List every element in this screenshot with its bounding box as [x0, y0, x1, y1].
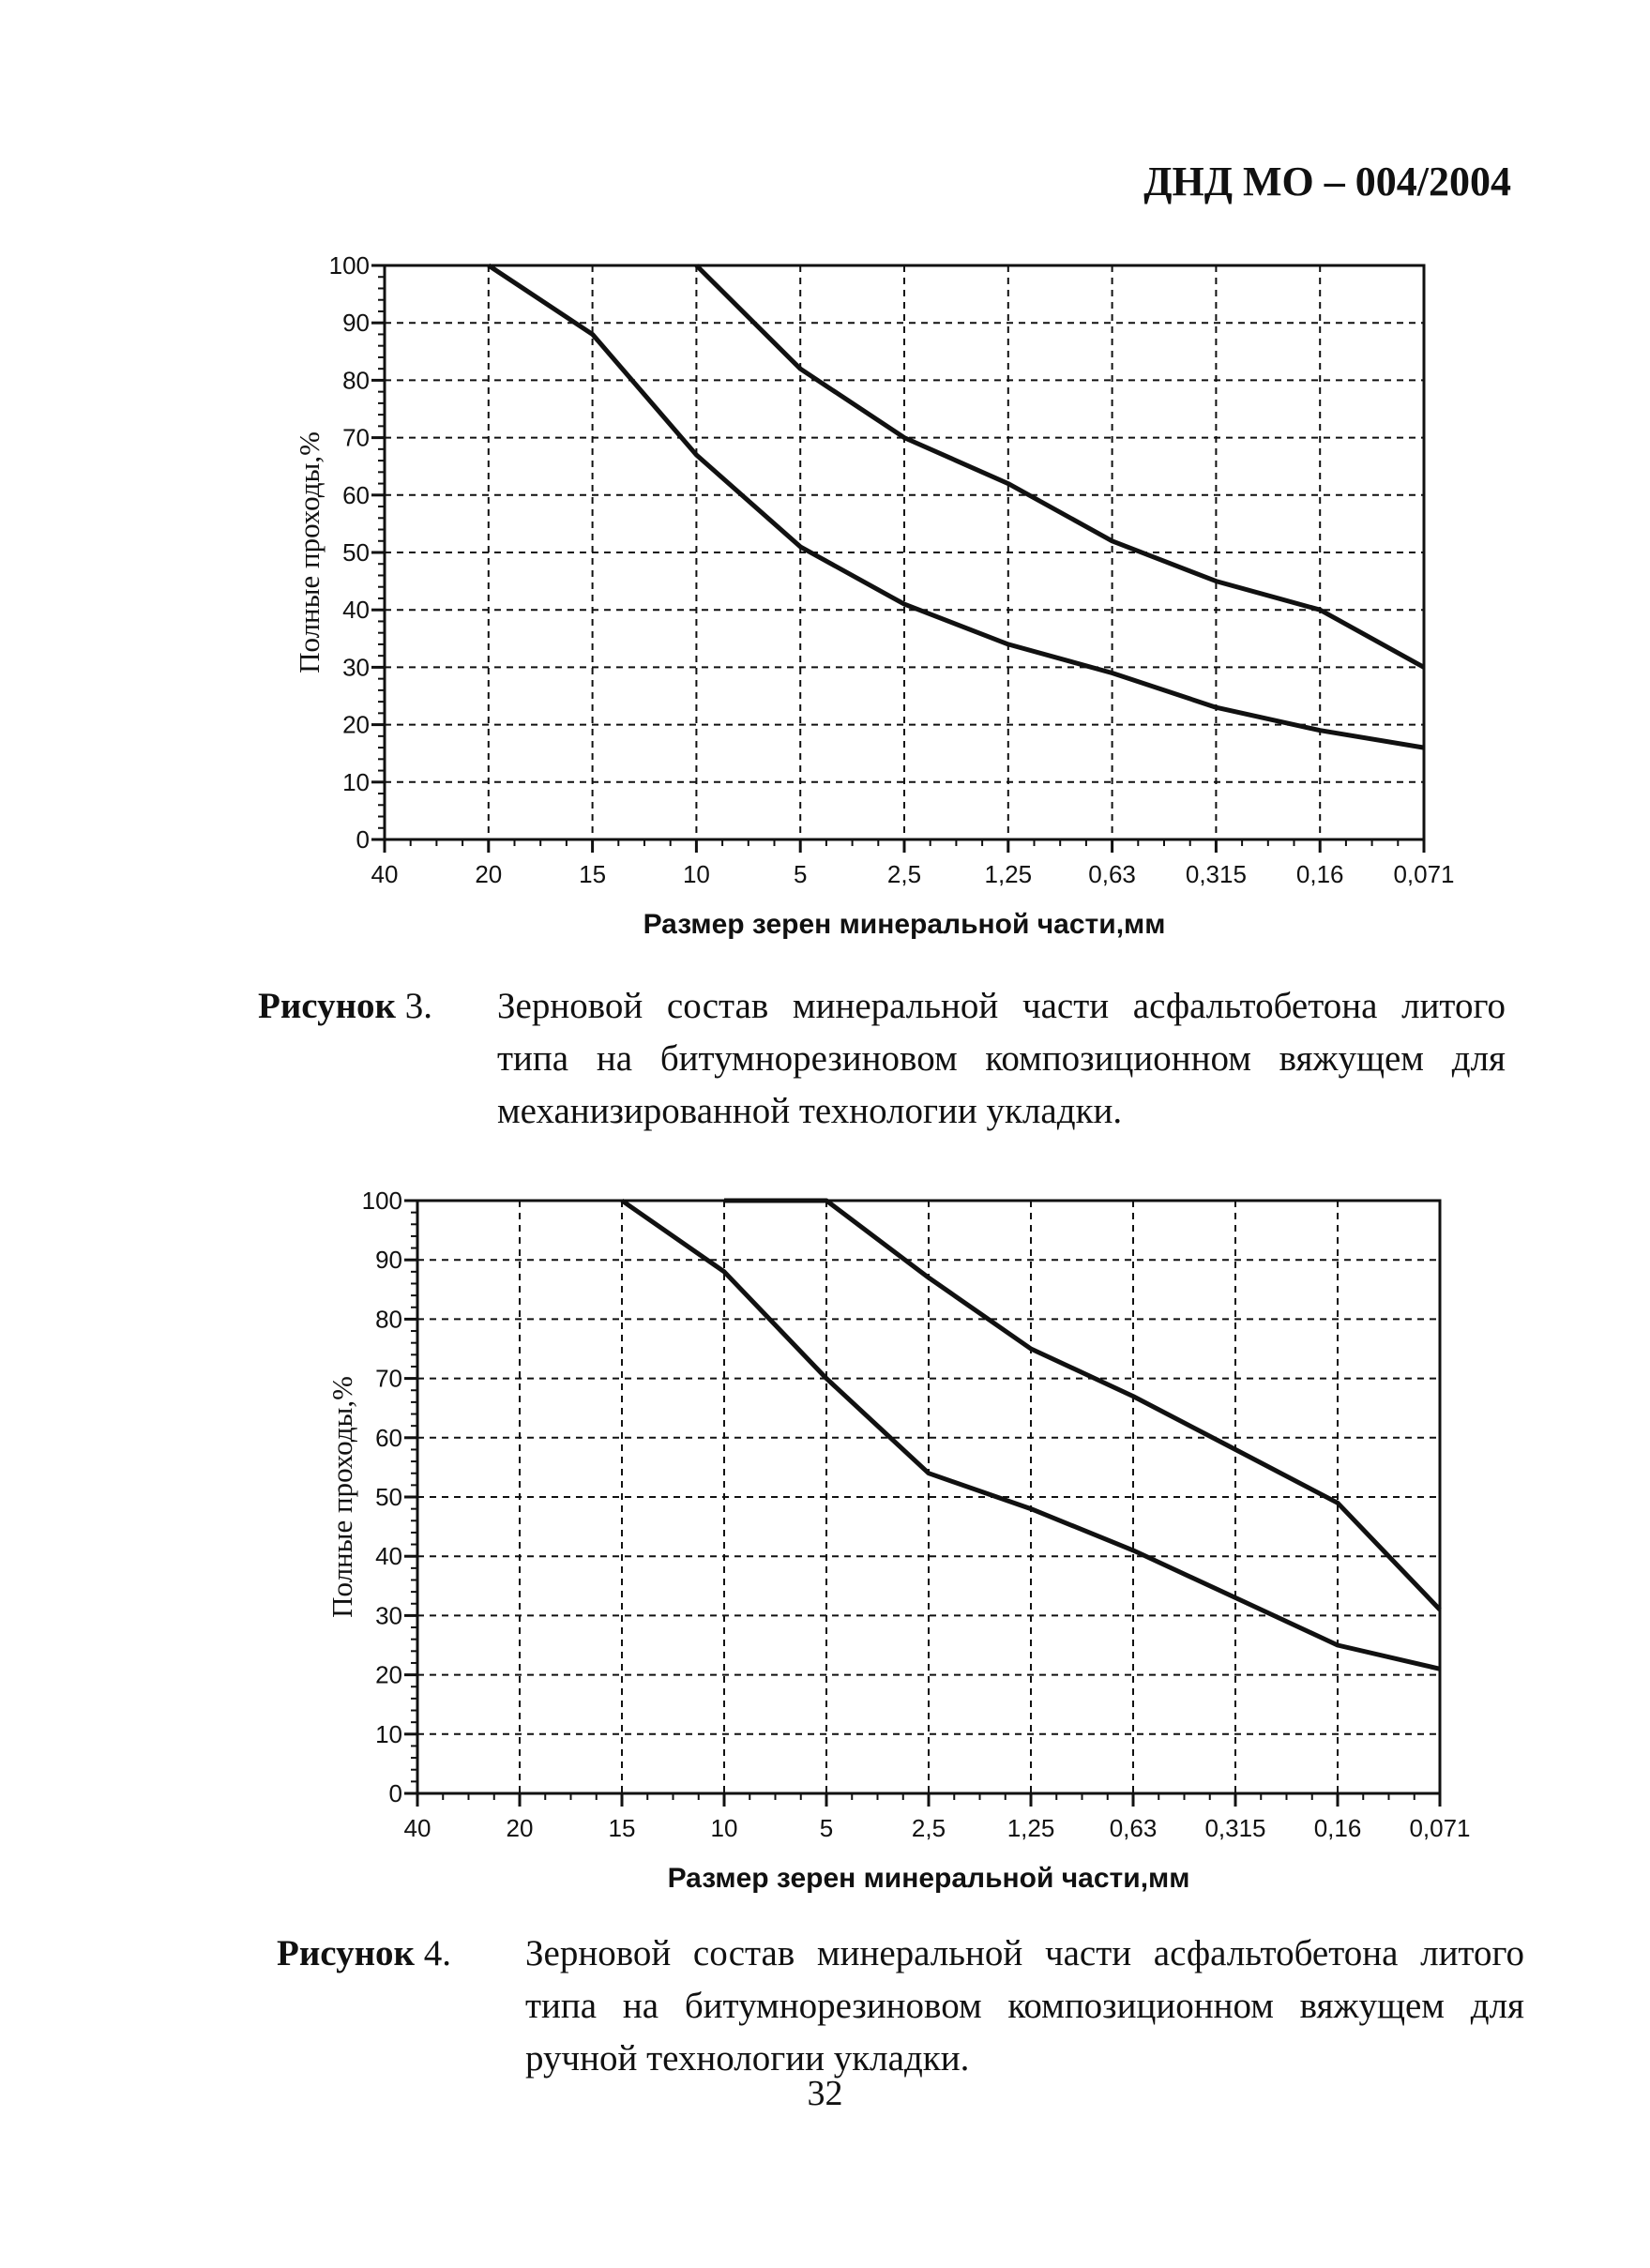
c0-series-2-point — [1215, 580, 1218, 582]
document-code-header: ДНД МО – 004/2004 — [1143, 159, 1511, 204]
c0-y-tick-label: 30 — [342, 653, 370, 682]
c1-series-2-point — [928, 1277, 931, 1279]
c1-x-tick-label: 15 — [608, 1814, 636, 1842]
c1-y-tick-label: 40 — [375, 1542, 402, 1571]
c0-y-tick-label: 60 — [342, 480, 370, 509]
figure-3-caption-word: Рисунок — [258, 986, 397, 1026]
c1-series-2-point — [1337, 1502, 1340, 1504]
c0-y-tick-label: 10 — [342, 767, 370, 796]
c1-x-tick-label: 0,16 — [1313, 1814, 1362, 1842]
c1-series-1-point — [928, 1472, 931, 1474]
c0-y-tick-label: 50 — [342, 538, 370, 567]
c0-series-2-point — [1423, 666, 1426, 669]
c0-series-2-point — [1007, 482, 1009, 485]
c1-x-tick-label: 0,315 — [1204, 1814, 1266, 1842]
figure-4-caption-label — [277, 1928, 525, 2085]
figure-3-chart-svg — [0, 239, 1650, 952]
c1-x-axis-label: Размер зерен минеральной части,мм — [667, 1863, 1190, 1894]
c1-series-2-line — [724, 1201, 1440, 1610]
c0-series-1-line — [489, 265, 1424, 748]
c1-x-tick-label: 1,25 — [1007, 1814, 1055, 1842]
figure-3-caption-label — [258, 980, 497, 1138]
c1-series-2-point — [1132, 1395, 1135, 1398]
c0-y-axis-label: Полные проходы,% — [293, 431, 325, 673]
c1-series-1-point — [621, 1200, 624, 1202]
c0-x-tick-label: 0,16 — [1295, 860, 1344, 888]
figure-3-caption — [258, 980, 1506, 1138]
c0-series-1-point — [1007, 643, 1009, 645]
c0-series-1-point — [1215, 706, 1218, 709]
c0-series-1-point — [695, 453, 698, 456]
c0-series-2-point — [695, 265, 698, 267]
c0-series-1-point — [799, 545, 802, 548]
c0-series-1-point — [1111, 672, 1113, 674]
c1-y-tick-label: 0 — [388, 1779, 402, 1807]
c0-series-1-point — [1423, 747, 1426, 749]
figure-4-chart — [0, 1172, 1650, 1904]
c1-series-2-point — [1439, 1609, 1442, 1611]
c0-x-axis-label: Размер зерен минеральной части,мм — [643, 909, 1166, 940]
c0-series-1-point — [903, 603, 906, 606]
c1-series-1-point — [1337, 1644, 1340, 1647]
c0-y-tick-label: 0 — [356, 825, 370, 854]
c0-y-tick-label: 100 — [328, 251, 370, 280]
c0-y-tick-label: 90 — [342, 309, 370, 338]
c0-x-tick-label: 0,071 — [1393, 860, 1455, 888]
figure-3-caption-number: 3. — [404, 986, 433, 1026]
c0-series-2-point — [1111, 539, 1113, 542]
c1-series-1-point — [723, 1270, 726, 1273]
figure-4-chart-svg — [0, 1172, 1650, 1904]
c0-x-tick-label: 15 — [579, 860, 607, 888]
c0-series-2-line — [696, 265, 1424, 667]
c0-y-tick-label: 80 — [342, 366, 370, 395]
c0-series-2-point — [1319, 609, 1322, 612]
c1-y-tick-label: 90 — [375, 1246, 402, 1275]
figure-4-caption-number: 4. — [423, 1933, 452, 1973]
c1-y-tick-label: 10 — [375, 1719, 402, 1748]
c1-series-2-point — [825, 1200, 828, 1202]
c1-series-1-point — [1439, 1668, 1442, 1671]
c1-y-tick-label: 30 — [375, 1601, 402, 1630]
c0-y-tick-label: 20 — [342, 710, 370, 739]
c0-series-2-point — [799, 368, 802, 370]
figure-3-chart — [0, 239, 1650, 952]
c0-series-1-point — [1319, 729, 1322, 732]
c1-y-tick-label: 100 — [361, 1187, 402, 1215]
c1-y-tick-label: 20 — [375, 1660, 402, 1689]
c0-y-tick-label: 40 — [342, 596, 370, 625]
c1-y-axis-label: Полные проходы,% — [325, 1376, 358, 1618]
c1-x-tick-label: 20 — [506, 1814, 534, 1842]
figure-3-caption-text: Зерновой состав минеральной части асфальтобетона литого типа на битумнорезиновом композиционном вяжущем для механизированной технологии укладки. — [497, 986, 1506, 1131]
figure-4-caption-word: Рисунок — [277, 1933, 416, 1973]
c0-x-tick-label: 20 — [475, 860, 503, 888]
c1-series-2-point — [1030, 1348, 1033, 1351]
c1-y-tick-label: 80 — [375, 1305, 402, 1334]
c1-series-1-point — [825, 1377, 828, 1380]
c1-x-tick-label: 0,071 — [1409, 1814, 1471, 1842]
c1-y-tick-label: 60 — [375, 1423, 402, 1452]
c0-x-tick-label: 5 — [793, 860, 808, 888]
c1-series-1-point — [1030, 1507, 1033, 1510]
c0-x-tick-label: 0,63 — [1088, 860, 1136, 888]
c1-x-tick-label: 0,63 — [1109, 1814, 1158, 1842]
c1-y-tick-label: 70 — [375, 1364, 402, 1393]
page-number: 32 — [807, 2074, 843, 2113]
c1-x-tick-label: 2,5 — [911, 1814, 946, 1842]
c0-y-tick-label: 70 — [342, 423, 370, 452]
c0-x-tick-label: 1,25 — [984, 860, 1033, 888]
c1-series-2-point — [723, 1200, 726, 1202]
c0-x-tick-label: 10 — [682, 860, 710, 888]
c1-series-1-point — [1132, 1549, 1135, 1551]
c1-series-2-point — [1234, 1448, 1237, 1451]
figure-4-caption-text: Зерновой состав минеральной части асфальтобетона литого типа на битумнорезиновом композиционном вяжущем для ручной технологии укладки. — [525, 1933, 1524, 2079]
c1-series-1-point — [1234, 1596, 1237, 1599]
c0-series-2-point — [903, 436, 906, 439]
c0-x-tick-label: 0,315 — [1185, 860, 1247, 888]
c1-y-tick-label: 50 — [375, 1483, 402, 1511]
c0-x-tick-label: 40 — [371, 860, 399, 888]
c0-series-1-point — [591, 333, 594, 336]
c1-x-tick-label: 40 — [403, 1814, 431, 1842]
c1-x-tick-label: 5 — [819, 1814, 834, 1842]
figure-4-caption — [277, 1928, 1524, 2085]
c0-x-tick-label: 2,5 — [886, 860, 922, 888]
c1-x-tick-label: 10 — [710, 1814, 738, 1842]
c0-series-1-point — [487, 265, 490, 267]
